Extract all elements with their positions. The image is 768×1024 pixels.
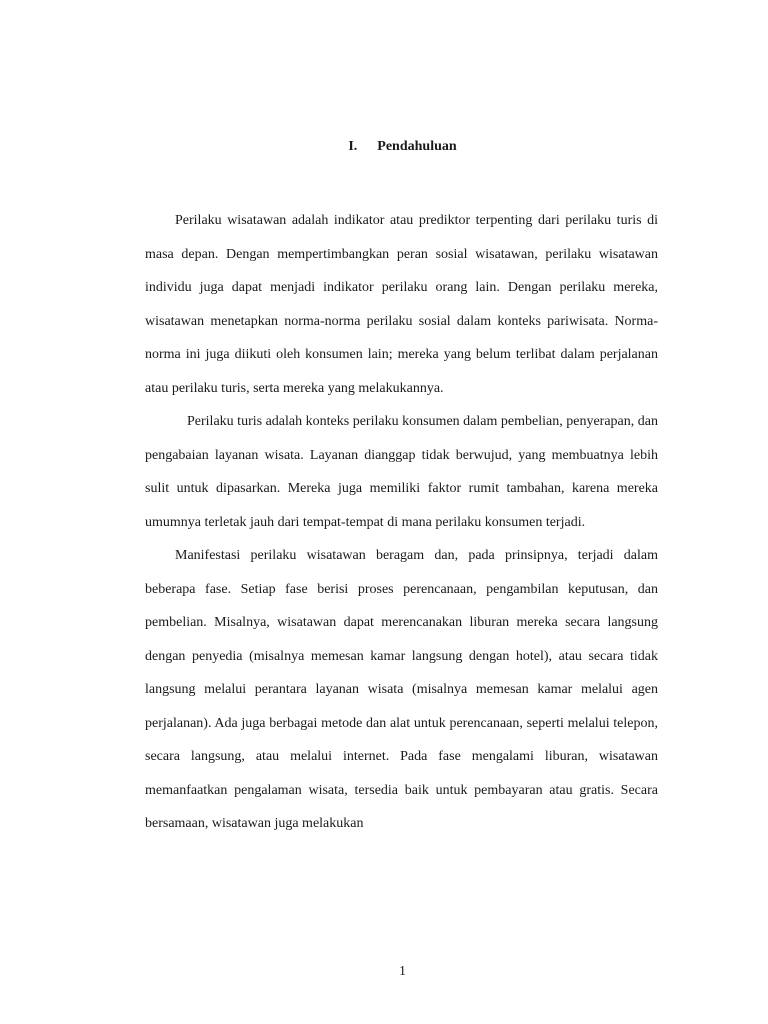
body-text (145, 204, 658, 841)
section-title: Pendahuluan (377, 139, 457, 154)
section-number: I. (348, 139, 358, 154)
paragraph-3: Manifestasi perilaku wisatawan beragam dan, pada prinsipnya, terjadi dalam beberapa fase. Setiap fase berisi proses perencanaan, pengambilan keputusan, dan pembelian. Misalnya, wisatawan dapat merencanakan liburan mereka secara langsung dengan penyedia (misalnya memesan kamar langsung dengan hotel), atau secara tidak langsung melalui perantara layanan wisata (misalnya memesan kamar melalui agen perjalanan). Ada juga berbagai metode dan alat untuk perencanaan, seperti melalui telepon, secara langsung, atau melalui internet. Pada fase mengalami liburan, wisatawan memanfaatkan pengalaman wisata, tersedia baik untuk pembayaran atau gratis. Secara bersamaan, wisatawan juga melakukan (145, 548, 658, 831)
section-heading (0, 137, 768, 157)
page-number: 1 (399, 964, 406, 979)
paragraph-2: Perilaku turis adalah konteks perilaku konsumen dalam pembelian, penyerapan, dan pengabaian layanan wisata. Layanan dianggap tidak berwujud, yang membuatnya lebih sulit untuk dipasarkan. Mereka juga memiliki faktor rumit tambahan, karena mereka umumnya terletak jauh dari tempat-tempat di mana perilaku konsumen terjadi. (145, 414, 658, 530)
paragraph-1: Perilaku wisatawan adalah indikator atau prediktor terpenting dari perilaku turis di masa depan. Dengan mempertimbangkan peran sosial wisatawan, perilaku wisatawan individu juga dapat menjadi indikator perilaku orang lain. Dengan perilaku mereka, wisatawan menetapkan norma-norma perilaku sosial dalam konteks pariwisata. Norma-norma ini juga diikuti oleh konsumen lain; mereka yang belum terlibat dalam perjalanan atau perilaku turis, serta mereka yang melakukannya. (145, 213, 658, 396)
